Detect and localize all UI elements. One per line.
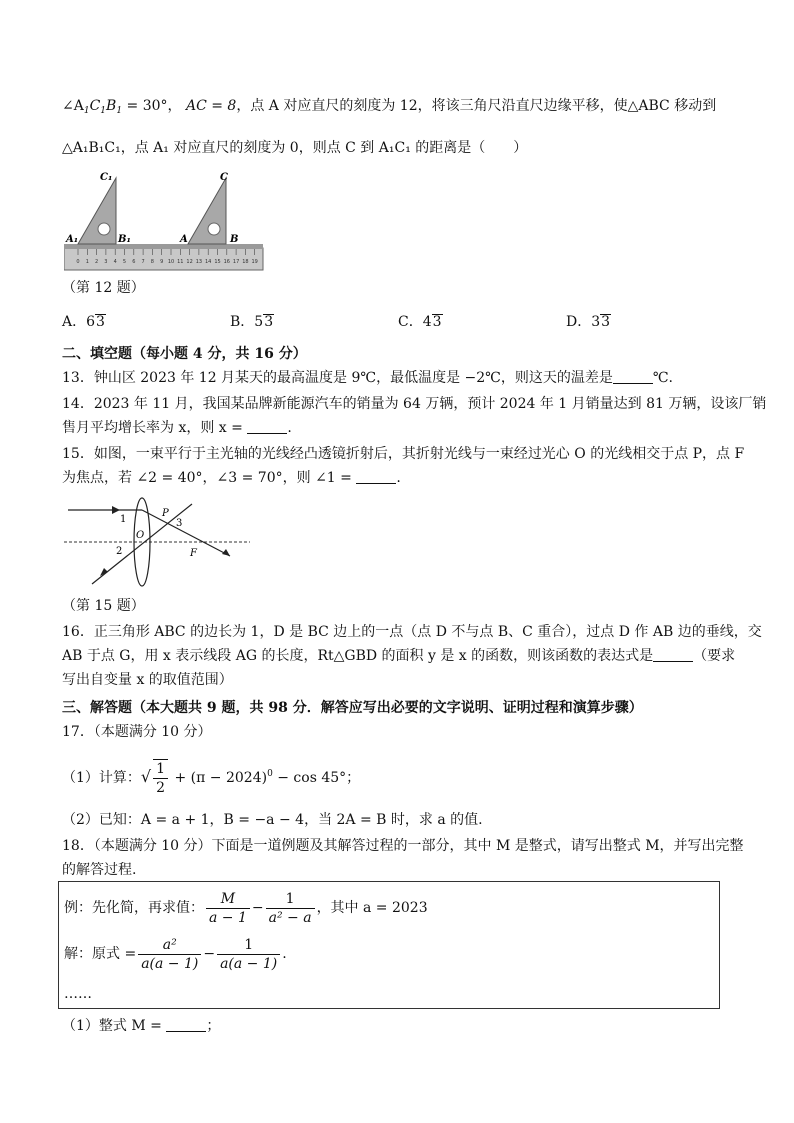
ruler-tick-label: 7: [141, 259, 145, 265]
ruler-tick-label: 1: [85, 259, 89, 265]
q15-line-2: 为焦点，若 ∠2 = 40°，∠3 = 70°，则 ∠1 = .: [62, 470, 401, 486]
label-b1: B₁: [118, 234, 131, 245]
ruler-tick-label: 13: [195, 259, 203, 265]
ruler-tick-label: 6: [132, 259, 136, 265]
label-a: A: [180, 234, 188, 245]
ruler-tick-label: 18: [242, 259, 249, 265]
q14-blank: [247, 419, 287, 434]
parallel-ray-arrow: [112, 506, 120, 514]
label-a1: A₁: [66, 234, 79, 245]
q15-figure: [64, 496, 250, 590]
q17-header: 17．（本题满分 10 分）: [62, 724, 212, 740]
q12-option-a: A．63: [62, 314, 105, 330]
ruler-tick-label: 4: [113, 259, 117, 265]
triangle-a1b1c1-hole: [98, 223, 110, 235]
q12-fig-caption: （第 12 题）: [62, 280, 145, 296]
q18-ellipsis: ……: [64, 986, 92, 1002]
ruler-tick-label: 10: [167, 259, 175, 265]
ruler-tick-label: 2: [95, 259, 99, 265]
triangle-abc: [188, 178, 226, 244]
ruler-tick-label: 17: [232, 259, 240, 265]
ruler-tick-label: 15: [214, 259, 221, 265]
q18-solution-line: 解：原式 = $\frac{\text{a²}}{a(a - 1)}$ − $\frac{1}{a(a - 1)}$ .: [64, 936, 287, 972]
ruler-tick-label: 8: [150, 259, 154, 265]
q12-option-c: C．43: [398, 314, 442, 330]
q15-fig-caption: （第 15 题）: [62, 598, 145, 614]
angle-3-label: 3: [176, 518, 183, 529]
q18-example-line: 例：先化简，再求值： $\frac{M}{a - 1}$ − $\frac{1}{\text{a² − a}}$ ，其中 a = 2023: [64, 890, 428, 926]
ruler-tick-label: 14: [205, 259, 212, 265]
q15-line-1: 15．如图，一束平行于主光轴的光线经凸透镜折射后，其折射光线与一束经过光心 O 的光线相交于点 P，点 F: [62, 446, 745, 462]
ruler-tick-label: 12: [186, 259, 193, 265]
q12-figure: [64, 166, 264, 272]
ruler-tick-label: 0: [76, 259, 80, 265]
q13-blank: [613, 369, 653, 384]
angle-1-label: 1: [120, 514, 127, 525]
q12-line-1: $\angle A_1C_1B_1 = 30^\circ$， AC = 8，点 A 对应直尺的刻度为 12，将该三角尺沿直尺边缘平移，使△ABC 移动到: [62, 98, 717, 116]
ruler-tick-label: 3: [104, 259, 108, 265]
q15-blank: [356, 469, 396, 484]
q17-part-2: （2）已知：A = a + 1，B = −a − 4，当 2A = B 时，求 a 的值.: [62, 812, 483, 828]
section-2-title: 二、填空题（每小题 4 分，共 16 分）: [62, 346, 307, 362]
ruler-tick-label: 19: [251, 259, 258, 265]
angle-2-label: 2: [116, 546, 123, 557]
q12-line-2: △A₁B₁C₁，点 A₁ 对应直尺的刻度为 0，则点 C 到 A₁C₁ 的距离是（ ）: [62, 140, 528, 156]
label-b: B: [230, 234, 239, 245]
section-3-title: 三、解答题（本大题共 9 题，共 98 分．解答应写出必要的文字说明、证明过程和演算步骤）: [62, 700, 643, 716]
q14-line-2: 售月平均增长率为 x，则 x = .: [62, 420, 292, 436]
label-f: F: [190, 548, 197, 559]
q12-option-d: D．33: [566, 314, 611, 330]
q18-blank: [166, 1017, 206, 1032]
q16-line-3: 写出自变量 x 的取值范围）: [62, 672, 233, 688]
q16-blank: [653, 647, 693, 662]
q16-line-2: AB 于点 G，用 x 表示线段 AG 的长度，Rt△GBD 的面积 y 是 x 的函数，则该函数的表达式是 （要求: [62, 648, 736, 664]
q18-part-1: （1）整式 M = ；: [62, 1018, 221, 1034]
label-c: C: [220, 172, 228, 183]
ruler-tick-label: 5: [122, 259, 127, 265]
q12-option-b: B．53: [230, 314, 274, 330]
ruler-tick-label: 16: [223, 259, 230, 265]
q17-part-1: （1）计算：√ $\frac{1}{2}$ + $(\pi - 2024)^0 - \cos 45^\circ$；: [62, 761, 361, 796]
ruler-tick-label: 11: [177, 259, 184, 265]
q14-line-1: 14．2023 年 11 月，我国某品牌新能源汽车的销量为 64 万辆，预计 2024 年 1 月销量达到 81 万辆，设该厂销: [62, 396, 767, 412]
q18-line-1: 18．（本题满分 10 分）下面是一道例题及其解答过程的一部分，其中 M 是整式，请写出整式 M，并写出完整: [62, 838, 744, 854]
q18-line-2: 的解答过程.: [62, 862, 137, 878]
label-c1: C₁: [100, 172, 113, 183]
ruler-tick-label: 9: [160, 259, 164, 265]
triangle-abc-hole: [208, 223, 220, 235]
q13: 13．钟山区 2023 年 12 月某天的最高温度是 9℃，最低温度是 −2℃，则这天的温差是 ℃.: [62, 370, 673, 386]
label-o: O: [136, 530, 145, 541]
q16-line-1: 16．正三角形 ABC 的边长为 1，D 是 BC 边上的一点（点 D 不与点 B、C 重合），过点 D 作 AB 边的垂线，交: [62, 624, 762, 640]
label-p: P: [162, 508, 169, 519]
triangle-a1b1c1: [78, 178, 116, 244]
